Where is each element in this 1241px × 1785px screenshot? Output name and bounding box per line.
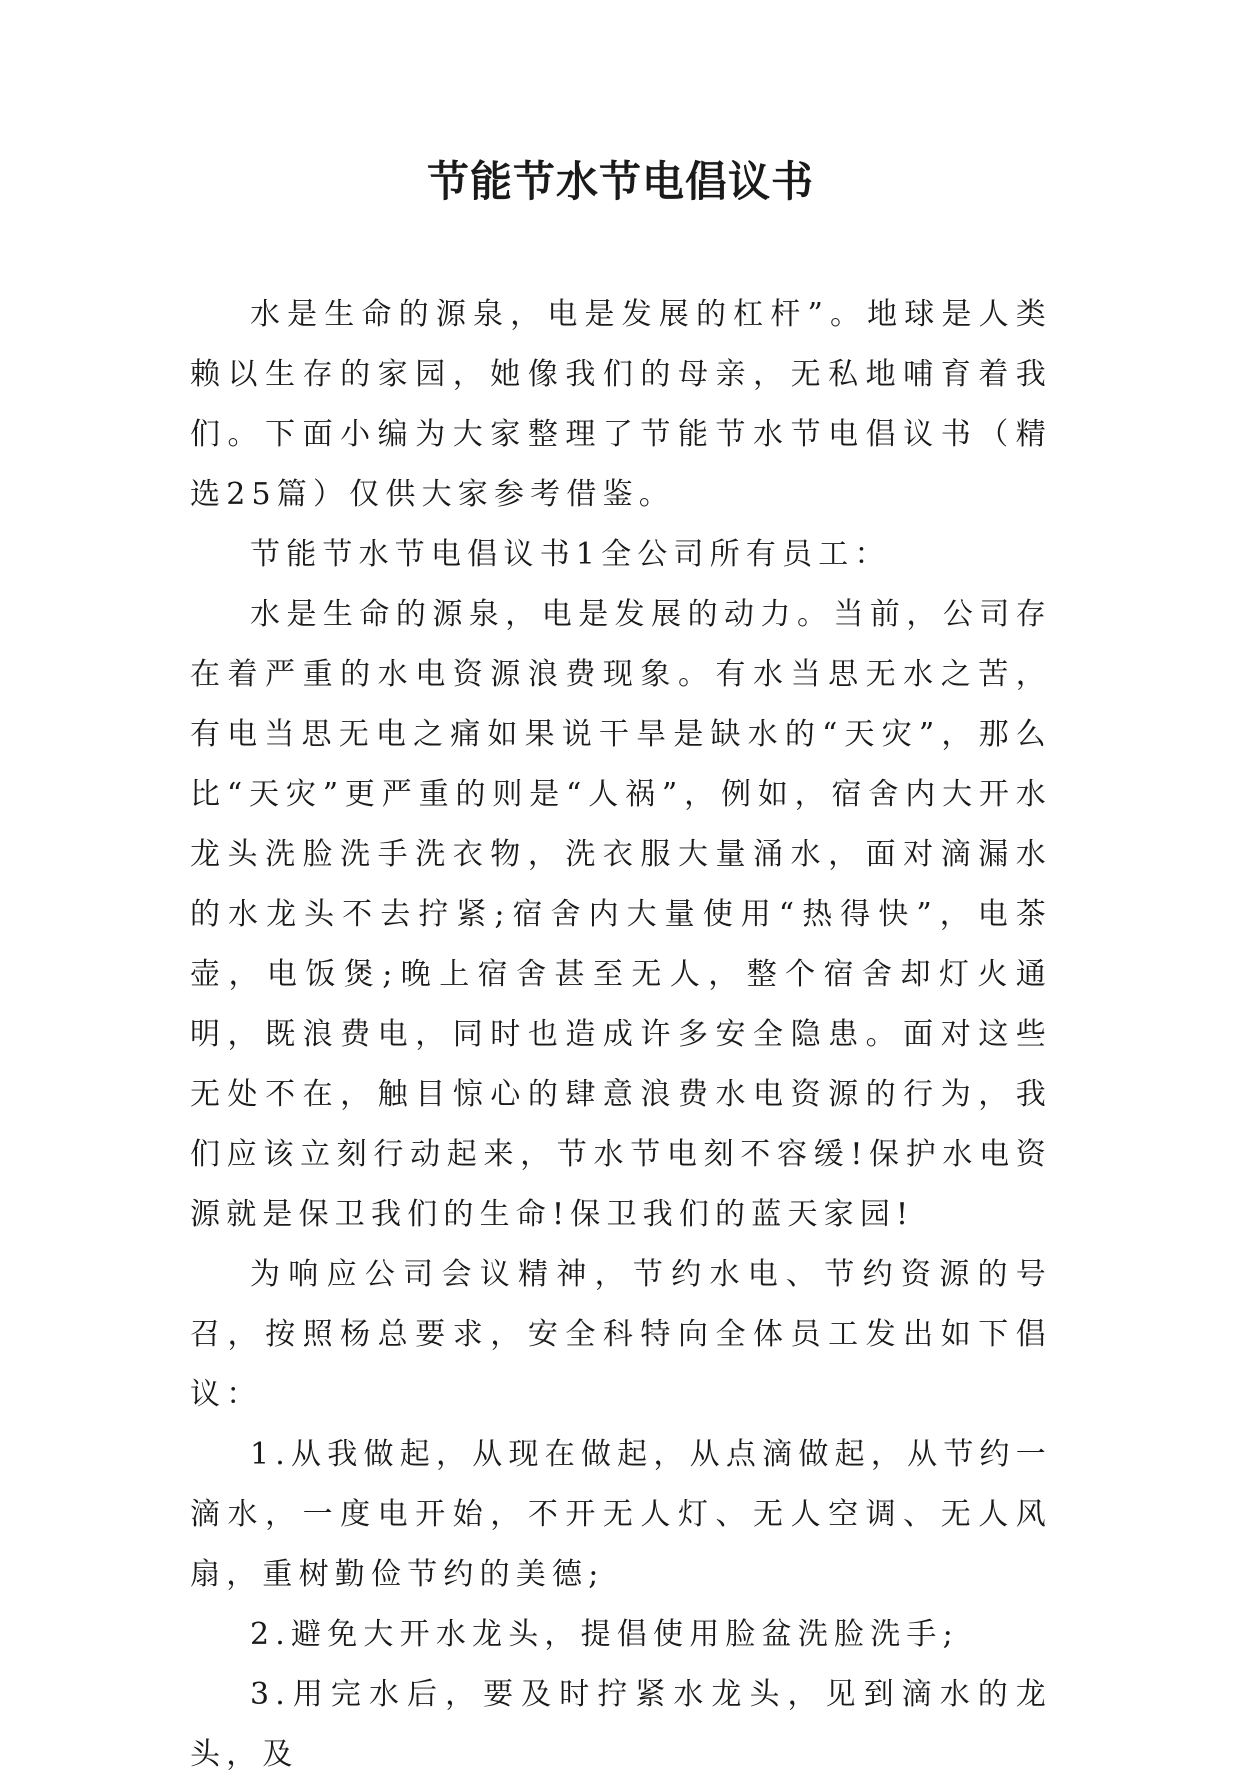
- paragraph-item-1: 1.从我做起，从现在做起，从点滴做起，从节约一滴水，一度电开始，不开无人灯、无人空调、无人风扇，重树勤俭节约的美德;: [190, 1437, 1052, 1592]
- paragraph-intro: 水是生命的源泉，电是发展的杠杆”。地球是人类赖以生存的家园，她像我们的母亲，无私地哺育着我们。下面小编为大家整理了节能节水节电倡议书（精选25篇）仅供大家参考借鉴。: [190, 297, 1052, 512]
- paragraph-situation: 水是生命的源泉，电是发展的动力。当前，公司存在着严重的水电资源浪费现象。有水当思无水之苦，有电当思无电之痛如果说干旱是缺水的“天灾”，那么比“天灾”更严重的则是“人祸”，例如，宿舍内大开水龙头洗脸洗手洗衣物，洗衣服大量涌水，面对滴漏水的水龙头不去拧紧;宿舍内大量使用“热得快”，电茶壶，电饭煲;晚上宿舍甚至无人，整个宿舍却灯火通明，既浪费电，同时也造成许多安全隐患。面对这些无处不在，触目惊心的肆意浪费水电资源的行为，我们应该立刻行动起来，节水节电刻不容缓!保护水电资源就是保卫我们的生命!保卫我们的蓝天家园!: [190, 597, 1052, 1232]
- document-body: [190, 285, 1052, 1785]
- paragraph-salutation: 节能节水节电倡议书1全公司所有员工：: [250, 537, 891, 572]
- document-title: 节能节水节电倡议书: [426, 157, 814, 206]
- paragraph-item-2: 2.避免大开水龙头，提倡使用脸盆洗脸洗手;: [250, 1617, 959, 1652]
- paragraph-call: 为响应公司会议精神，节约水电、节约资源的号召，按照杨总要求，安全科特向全体员工发出如下倡议：: [190, 1257, 1052, 1412]
- paragraph-item-3: 3.用完水后，要及时拧紧水龙头，见到滴水的龙头，及: [190, 1677, 1052, 1772]
